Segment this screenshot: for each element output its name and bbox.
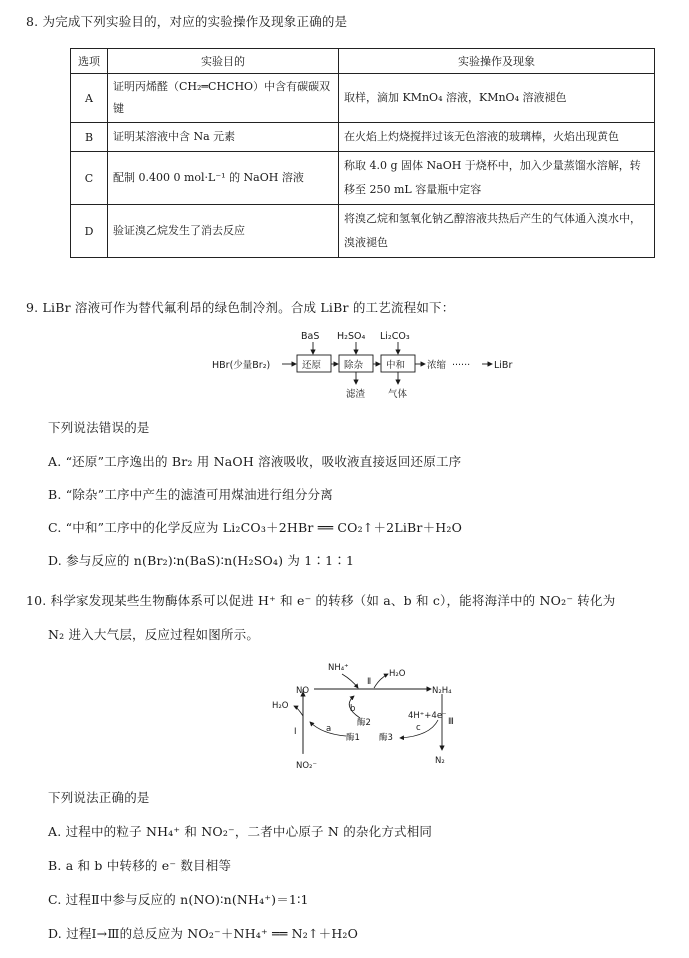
question-8-stem: 8. 为完成下列实验目的，对应的实验操作及现象正确的是 bbox=[26, 14, 348, 29]
flow-reagent1: BaS bbox=[301, 331, 320, 342]
question-9-stem: 9. LiBr 溶液可作为替代氟利昂的绿色制冷剂。合成 LiBr 的工艺流程如下： bbox=[26, 300, 455, 315]
label-c: c bbox=[416, 723, 421, 733]
table-row bbox=[71, 74, 655, 123]
question-10-stem: 10. 科学家发现某些生物酶体系可以促进 H⁺ 和 e⁻ 的转移（如 a、b 和 c），能将海洋中的 NO₂⁻ 转化为 bbox=[26, 593, 616, 608]
question-10-stem-line2: N₂ 进入大气层，反应过程如图所示。 bbox=[48, 627, 260, 642]
header-aim: 实验目的 bbox=[108, 49, 339, 74]
flow-reagent3: Li₂CO₃ bbox=[380, 331, 410, 342]
header-option: 选项 bbox=[71, 49, 108, 74]
label-enzyme-2: 酶2 bbox=[357, 718, 371, 728]
table-header-row bbox=[71, 49, 655, 74]
row-aim: 配制 0.400 0 mol·L⁻¹ 的 NaOH 溶液 bbox=[108, 152, 339, 205]
question-10-prompt: 下列说法正确的是 bbox=[48, 790, 150, 805]
flow-reagent2: H₂SO₄ bbox=[337, 331, 366, 342]
q10-option-d: D. 过程Ⅰ→Ⅲ的总反应为 NO₂⁻＋NH₄⁺ ══ N₂↑＋H₂O bbox=[48, 926, 359, 941]
question-9-prompt: 下列说法错误的是 bbox=[48, 420, 150, 435]
species-n2: N₂ bbox=[435, 756, 445, 766]
flow-step4: 浓缩 bbox=[427, 360, 447, 371]
q9-option-a: A. “还原”工序逸出的 Br₂ 用 NaOH 溶液吸收，吸收液直接返回还原工序 bbox=[48, 454, 462, 469]
label-b: b bbox=[350, 704, 356, 714]
label-process-1: Ⅰ bbox=[294, 727, 297, 737]
row-operation: 取样，滴加 KMnO₄ 溶液，KMnO₄ 溶液褪色 bbox=[339, 74, 655, 123]
row-operation: 在火焰上灼烧搅拌过该无色溶液的玻璃棒，火焰出现黄色 bbox=[339, 123, 655, 152]
row-option: B bbox=[71, 123, 108, 152]
header-operation: 实验操作及现象 bbox=[339, 49, 655, 74]
label-process-2: Ⅱ bbox=[367, 677, 372, 687]
q10-option-b: B. a 和 b 中转移的 e⁻ 数目相等 bbox=[48, 858, 232, 873]
row-operation: 称取 4.0 g 固体 NaOH 于烧杯中，加入少量蒸馏水溶解，转移至 250 mL 容量瓶中定容 bbox=[339, 152, 655, 205]
flow-out3: 气体 bbox=[388, 389, 408, 400]
label-enzyme-3: 酶3 bbox=[379, 733, 393, 743]
flow-start: HBr(少量Br₂) bbox=[212, 360, 271, 371]
label-enzyme-1: 酶1 bbox=[346, 733, 360, 743]
q9-option-b: B. “除杂”工序中产生的滤渣可用煤油进行组分分离 bbox=[48, 487, 333, 502]
q9-option-c: C. “中和”工序中的化学反应为 Li₂CO₃＋2HBr ══ CO₂↑＋2LiBr＋H₂O bbox=[48, 520, 463, 535]
flow-dots: ······ bbox=[452, 360, 471, 371]
label-a: a bbox=[326, 724, 332, 734]
process-flow-diagram bbox=[200, 326, 530, 406]
species-h2o-top: H₂O bbox=[389, 669, 406, 679]
flow-end: LiBr bbox=[494, 360, 513, 371]
q9-option-d: D. 参与反应的 n(Br₂)∶n(BaS)∶n(H₂SO₄) 为 1∶1∶1 bbox=[48, 553, 355, 568]
row-option: C bbox=[71, 152, 108, 205]
q10-option-c: C. 过程Ⅱ中参与反应的 n(NO)∶n(NH₄⁺)＝1∶1 bbox=[48, 892, 309, 907]
row-operation: 将溴乙烷和氢氧化钠乙醇溶液共热后产生的气体通入溴水中，溴液褪色 bbox=[339, 205, 655, 258]
q10-option-a: A. 过程中的粒子 NH₄⁺ 和 NO₂⁻，二者中心原子 N 的杂化方式相同 bbox=[48, 824, 433, 839]
row-aim: 验证溴乙烷发生了消去反应 bbox=[108, 205, 339, 258]
table-row bbox=[71, 205, 655, 258]
species-no2: NO₂⁻ bbox=[296, 761, 317, 770]
table-row bbox=[71, 123, 655, 152]
label-h-e: 4H⁺+4e⁻ bbox=[408, 711, 447, 721]
row-aim: 证明某溶液中含 Na 元素 bbox=[108, 123, 339, 152]
row-option: D bbox=[71, 205, 108, 258]
flow-step2: 除杂 bbox=[344, 360, 364, 371]
species-nh4: NH₄⁺ bbox=[328, 663, 349, 673]
table-row bbox=[71, 152, 655, 205]
flow-step3: 中和 bbox=[386, 360, 406, 371]
flow-out2: 滤渣 bbox=[346, 389, 366, 400]
experiment-table bbox=[70, 48, 655, 258]
species-no: NO bbox=[296, 686, 310, 696]
flow-step1: 还原 bbox=[302, 360, 322, 371]
species-h2o-left: H₂O bbox=[272, 701, 289, 711]
label-process-3: Ⅲ bbox=[448, 717, 454, 727]
row-aim: 证明丙烯醛（CH₂═CHCHO）中含有碳碳双键 bbox=[108, 74, 339, 123]
species-n2h4: N₂H₄ bbox=[432, 686, 452, 696]
row-option: A bbox=[71, 74, 108, 123]
enzyme-reaction-diagram bbox=[270, 658, 480, 770]
